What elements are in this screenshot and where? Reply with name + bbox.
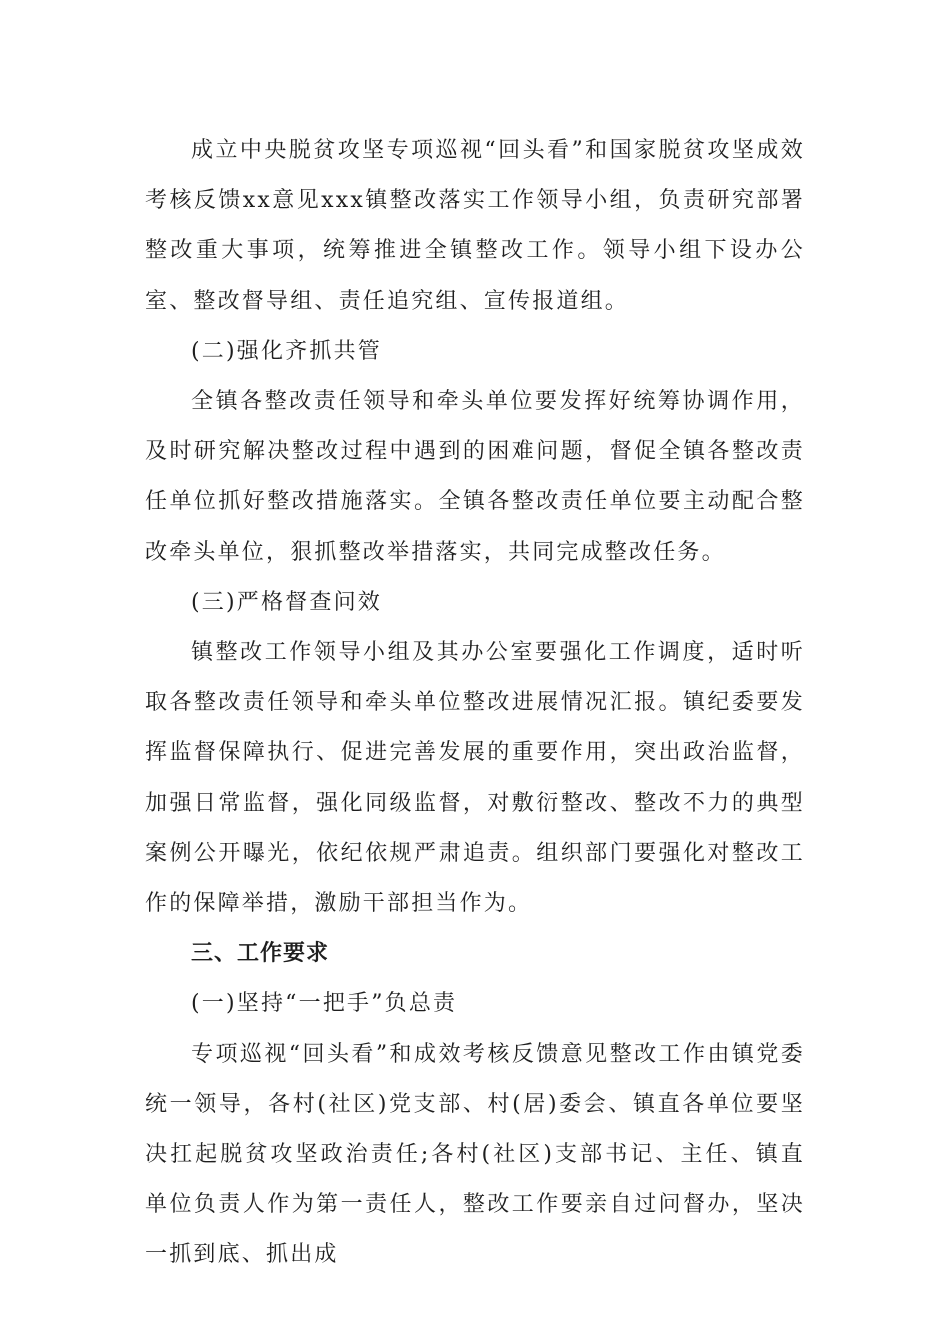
subheading-top-leader-responsibility: (一)坚持“一把手”负总责 <box>191 991 458 1017</box>
section-heading-work-requirements: 三、工作要求 <box>191 941 330 967</box>
paragraph-top-leader-responsibility: 专项巡视“回头看”和成效考核反馈意见整改工作由镇党委统一领导，各村(社区)党支部、村(居)委会、镇直各单位要坚决扛起脱贫攻坚政治责任;各村(社区)支部书记、主任、镇直单位负责人作为第一责任人，整改工作要亲自过问督办，坚决一抓到底、抓出成 <box>145 1041 805 1268</box>
paragraph-joint-management: 全镇各整改责任领导和牵头单位要发挥好统筹协调作用，及时研究解决整改过程中遇到的困难问题，督促全镇各整改责任单位抓好整改措施落实。全镇各整改责任单位要主动配合整改牵头单位，狠抓整改举措落实，共同完成整改任务。 <box>145 389 805 565</box>
paragraph-leadership-group: 成立中央脱贫攻坚专项巡视“回头看”和国家脱贫攻坚成效考核反馈xx意见xxx镇整改落实工作领导小组，负责研究部署整改重大事项，统筹推进全镇整改工作。领导小组下设办公室、整改督导组、责任追究组、宣传报道组。 <box>145 138 805 314</box>
paragraph-supervision: 镇整改工作领导小组及其办公室要强化工作调度，适时听取各整改责任领导和牵头单位整改进展情况汇报。镇纪委要发挥监督保障执行、促进完善发展的重要作用，突出政治监督，加强日常监督，强化同级监督，对敷衍整改、整改不力的典型案例公开曝光，依纪依规严肃追责。组织部门要强化对整改工作的保障举措，激励干部担当作为。 <box>145 640 805 917</box>
subheading-joint-management: (二)强化齐抓共管 <box>191 338 382 364</box>
subheading-supervision: (三)严格督查问效 <box>191 589 382 615</box>
document-body <box>145 126 805 1281</box>
